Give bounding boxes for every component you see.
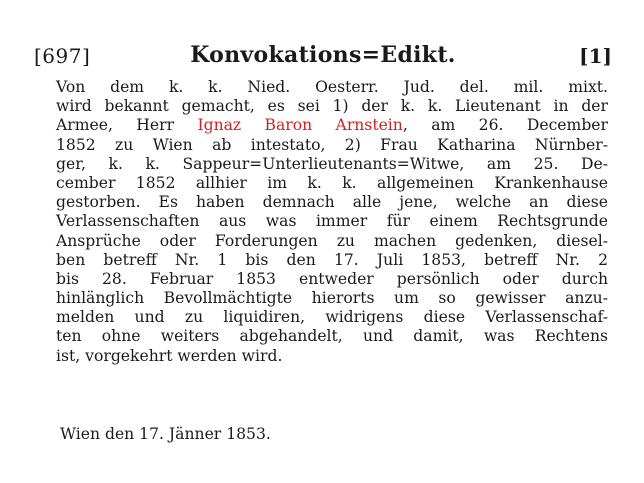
body-line-with-name [56,116,608,135]
body-line: melden und zu liquidiren, widrigens diese Verlassenschaf- [56,308,608,327]
body-line: cember 1852 allhier im k. k. allgemeinen Krankenhause [56,173,608,192]
body-line: gestorben. Es haben demnach alle jene, welche an diese [56,193,608,212]
signature-line: Wien den 17. Jänner 1853. [60,425,271,443]
insertion-count: [1] [579,44,612,68]
body-line: bis 28. Februar 1853 entweder persönlich oder durch [56,269,608,288]
body-line: wird bekannt gemacht, es sei 1) der k. k. Lieutenant in der [56,97,608,116]
notice-number: [697] [34,44,91,68]
body-line: ben betreff Nr. 1 bis den 17. Juli 1853, betreff Nr. 2 [56,250,608,269]
header [34,44,612,74]
body-line: Verlassenschaften aus was immer für einem Rechtsgrunde [56,212,608,231]
body-line: hinlänglich Bevollmächtigte hierorts um so gewisser anzu- [56,289,608,308]
body-line: Von dem k. k. Nied. Oesterr. Jud. del. mil. mixt. [56,78,608,96]
body-line: 1852 zu Wien ab intestato, 2) Frau Katharina Nürnber- [56,135,608,154]
body-line-suffix: , am 26. December [402,116,608,135]
highlighted-name: Ignaz Baron Arnstein [197,116,403,135]
body-line: ten ohne weiters abgehandelt, und damit, was Rechtens [56,327,608,346]
notice-body [56,78,608,366]
notice-title: Konvokations=Edikt. [190,42,456,68]
body-line: ger, k. k. Sappeur=Unterlieutenants=Witwe, am 25. De- [56,154,608,173]
body-line-prefix: Armee, Herr [56,116,198,135]
body-line: ist, vorgekehrt werden wird. [56,346,283,365]
body-line: Ansprüche oder Forderungen zu machen gedenken, diesel- [56,231,608,250]
